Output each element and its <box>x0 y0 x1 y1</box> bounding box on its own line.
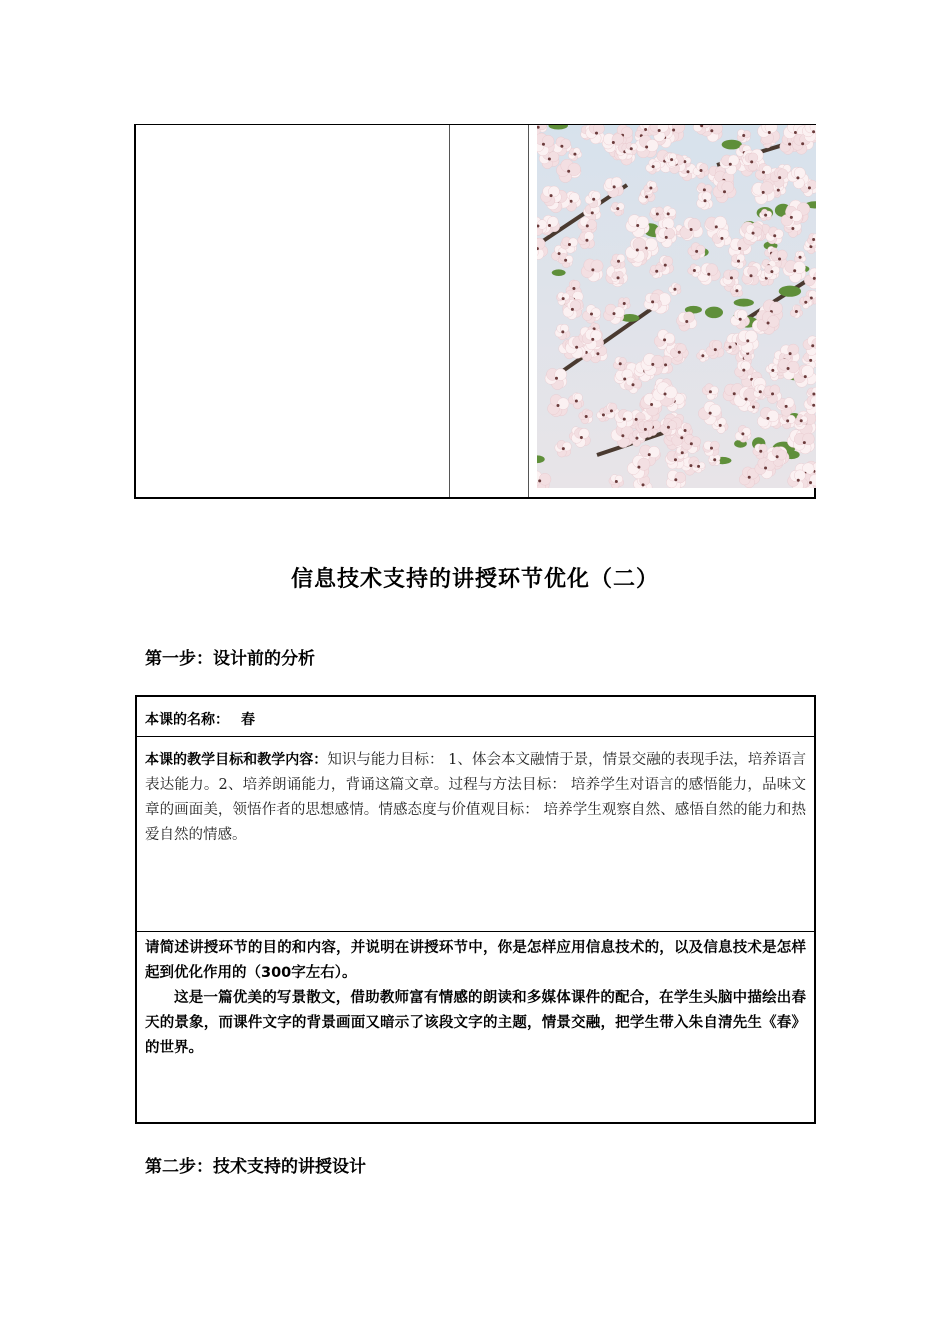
objectives-row <box>137 737 814 932</box>
lecture-question: 请简述讲授环节的目的和内容，并说明在讲授环节中，你是怎样应用信息技术的，以及信息技术是怎样起到优化作用的（300字左右）。 <box>145 940 806 981</box>
empty-cell-left <box>136 125 450 497</box>
analysis-table <box>135 695 816 1124</box>
empty-cell-middle <box>450 125 529 497</box>
cherry-blossom-photo <box>537 125 816 488</box>
lecture-description-row <box>137 932 814 1122</box>
image-cell <box>529 125 814 497</box>
top-table <box>134 124 816 499</box>
section-title: 信息技术支持的讲授环节优化（二） <box>290 567 659 592</box>
step2-heading: 第二步：技术支持的讲授设计 <box>145 1157 366 1177</box>
lesson-name-label: 本课的名称： <box>145 712 229 728</box>
objectives-label: 本课的教学目标和教学内容： <box>145 752 328 768</box>
objectives-text: 知识与能力目标： 1、体会本文融情于景，情景交融的表现手法，培养语言表达能力。2、培养朗诵能力，背诵这篇文章。过程与方法目标： 培养学生对语言的感悟能力，品味文章的画面美，领悟作者的思想感情。情感态度与价值观目标： 培养学生观察自然、感悟自然的能力和热爱自然的情感。 <box>145 752 806 843</box>
blossom-illustration <box>537 125 816 488</box>
lecture-answer: 这是一篇优美的写景散文，借助教师富有情感的朗读和多媒体课件的配合，在学生头脑中描绘出春天的景象，而课件文字的背景画面又暗示了该段文字的主题，情景交融，把学生带入朱自清先生《春》的世界。 <box>145 990 806 1056</box>
lesson-name-value: 春 <box>241 712 255 728</box>
step1-heading: 第一步：设计前的分析 <box>145 649 315 669</box>
lesson-name-row <box>137 697 814 737</box>
